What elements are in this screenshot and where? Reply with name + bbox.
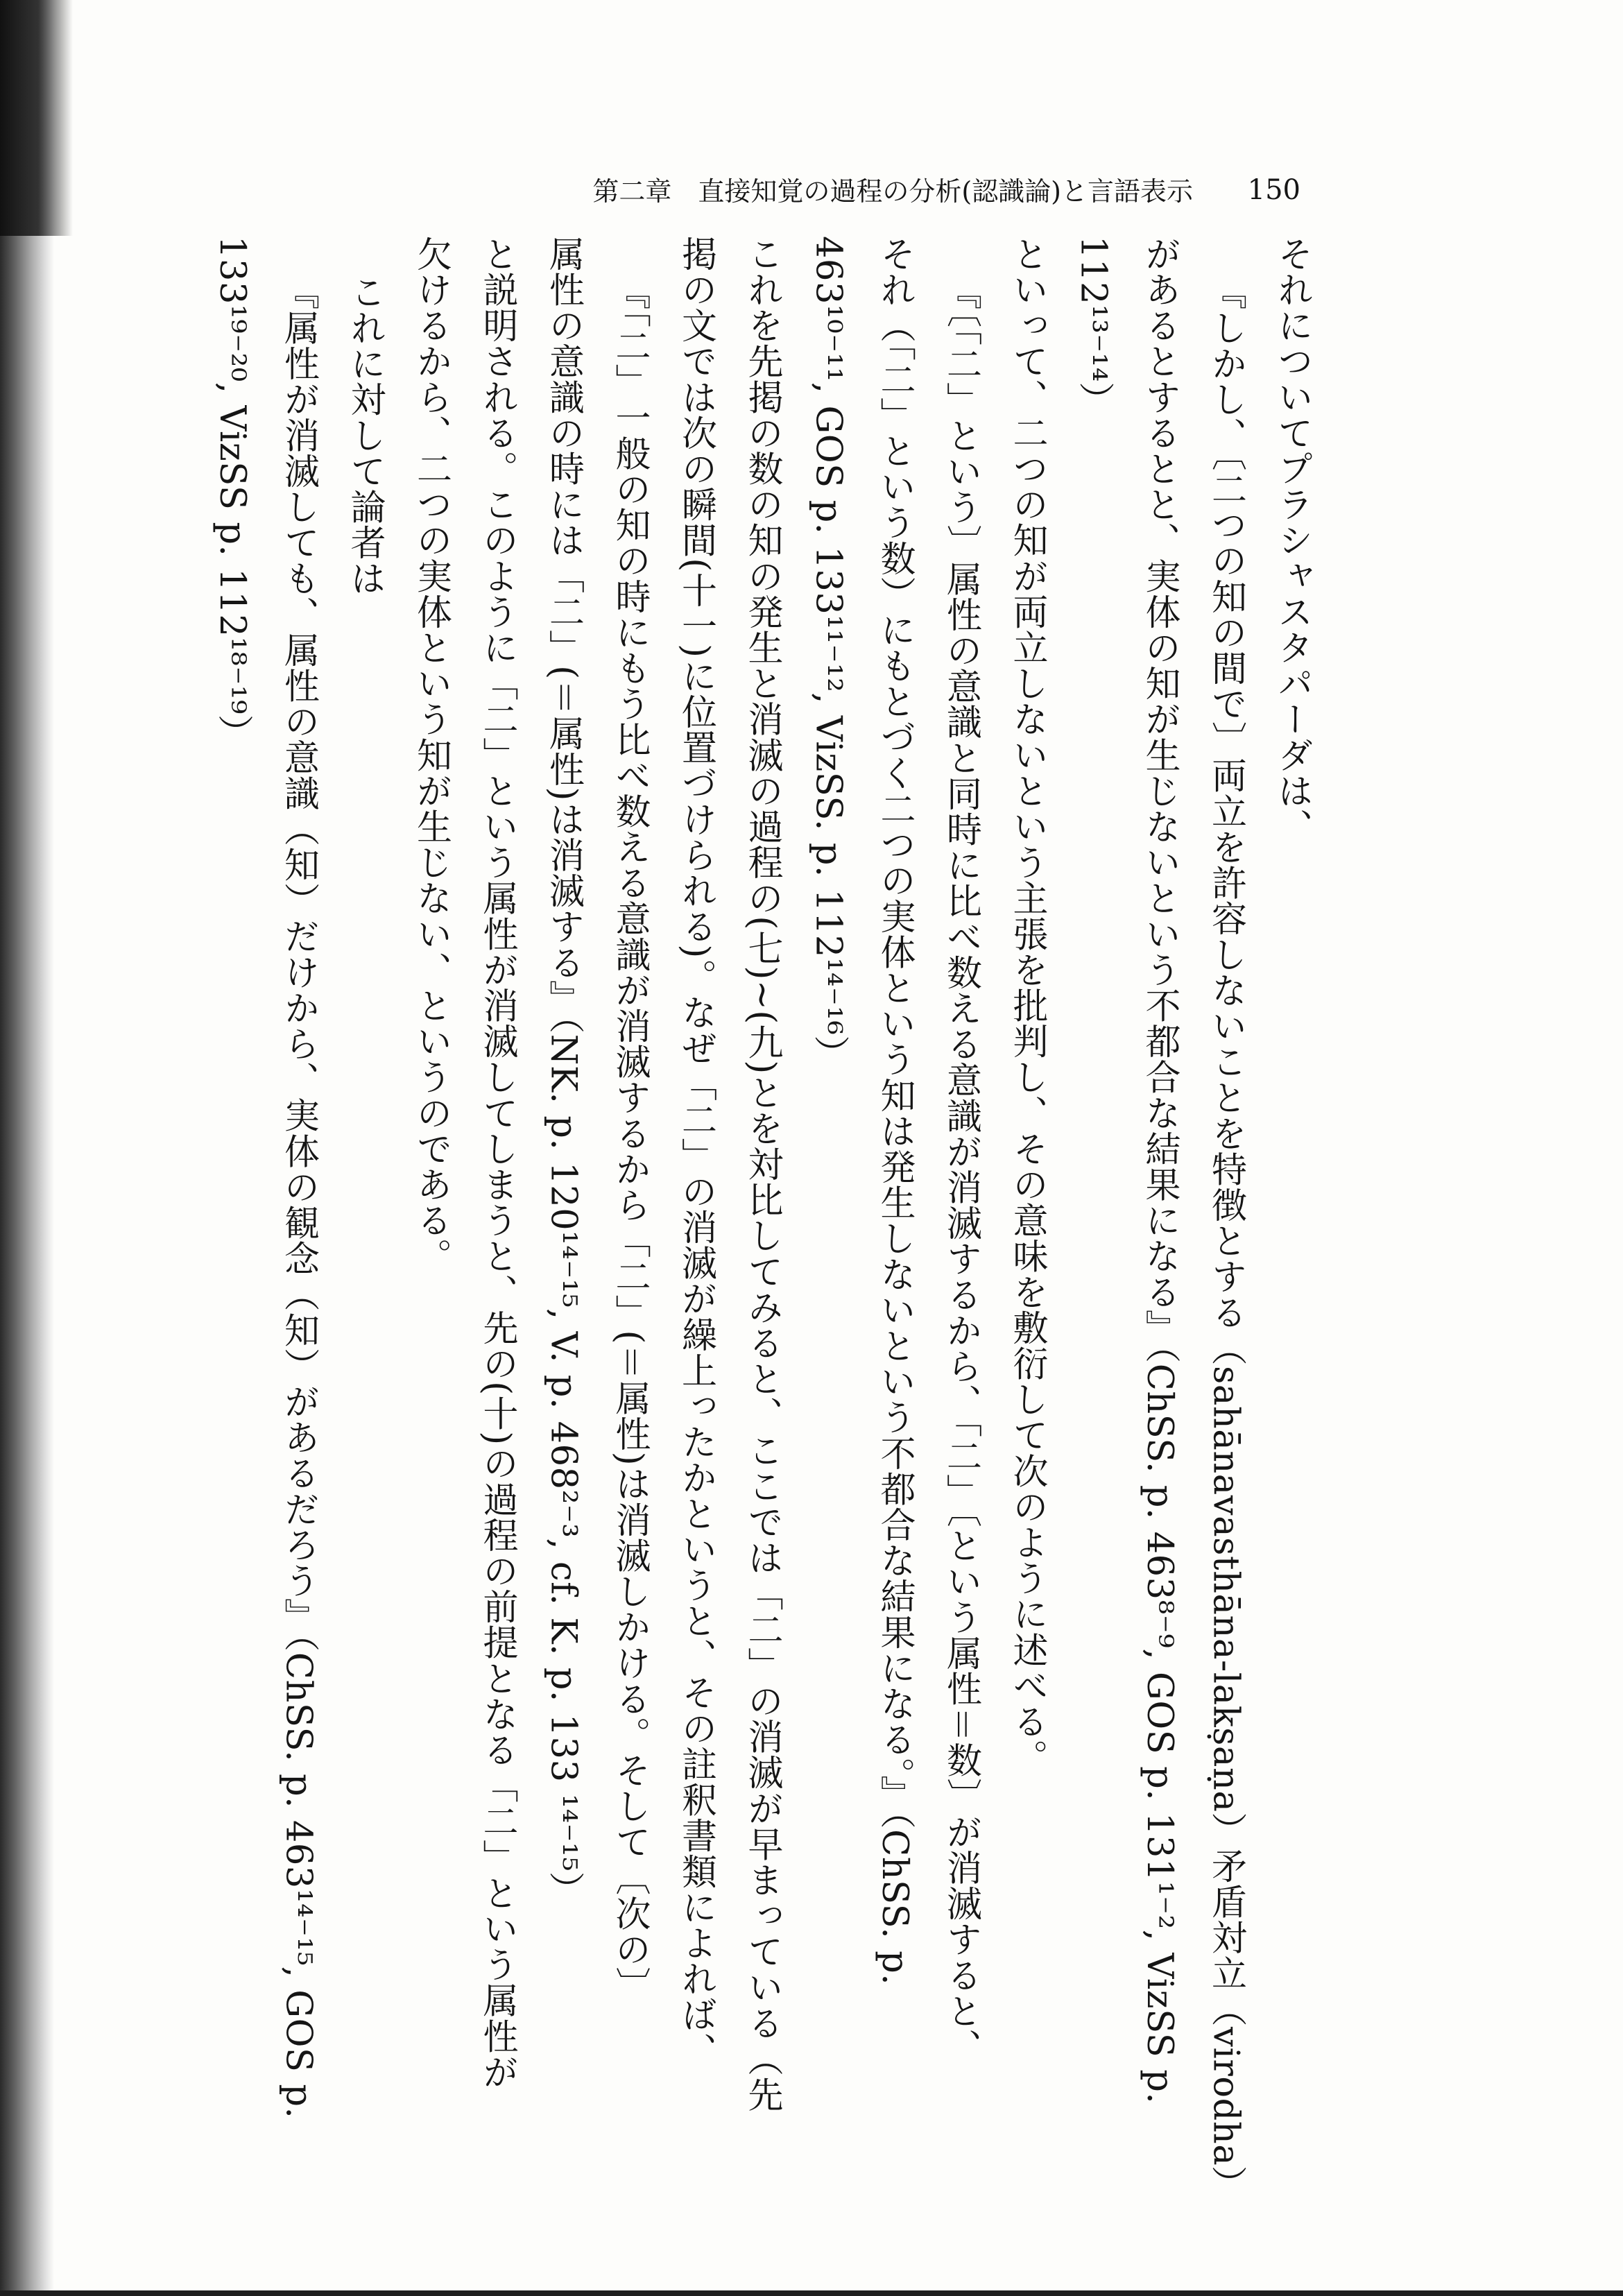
text-line: 『属性が消滅しても、属性の意識（知）だけから、実体の観念（知）があるだろう』（ChSS. p. 463¹⁴⁻¹⁵, GOS p. [277, 274, 319, 2119]
text-line: これを先掲の数の知の発生と消滅の過程の(七)~(九)とを対比してみると、ここでは「二」の消滅が早まっている（先 [741, 236, 782, 2113]
page-number: 150 [1247, 174, 1300, 206]
text-line: 463¹⁰⁻¹¹, GOS p. 133¹¹⁻¹², VizSS. p. 112¹⁴⁻¹⁶） [807, 236, 849, 1072]
text-line: と説明される。このように「二」という属性が消滅してしまうと、先の(十)の過程の前提となる「二」という属性が [476, 236, 517, 2090]
text-line: それについてプラシャスタパーダは、 [1271, 236, 1312, 845]
text-line: それ（「二」という数）にもとづく二つの実体という知は発生しないという不都合な結果になる。』（ChSS. p. [874, 236, 915, 1986]
text-line: 『「二」一般の知の時にもう比べ数える意識が消滅するから「二」(＝属性)は消滅しかける。そして〔次の〕 [609, 274, 650, 2003]
book-spine-shadow [0, 0, 54, 2296]
text-line: これに対して論者は [344, 274, 385, 597]
vertical-body-text [212, 236, 1325, 2202]
page-bottom-edge [0, 2290, 1623, 2296]
text-line: があるとするとと、実体の知が生じないという不都合な結果になる』（ChSS. p. 463⁸⁻⁹, GOS p. 131¹⁻², VizSS p. [1139, 236, 1180, 2105]
text-line: 133¹⁹⁻²⁰, VizSS p. 112¹⁸⁻¹⁹） [212, 236, 252, 751]
text-line: 掲の文では次の瞬間(十一)に位置づけられる)。なぜ「二」の消滅が繰上ったかというと、その註釈書類によれば、 [675, 236, 716, 2068]
text-line: といって、二つの知が両立しないという主張を批判し、その意味を敷衍して次のように述べる。 [1006, 236, 1047, 1775]
book-spine-dark-corner [0, 0, 73, 236]
text-line: 属性の意識の時には「二」(＝属性)は消滅する』（NK. p. 120¹⁴⁻¹⁵, V. p. 468²⁻³, cf. K. p. 133 ¹⁴⁻¹⁵） [542, 236, 584, 1908]
text-line: 112¹³⁻¹⁴） [1072, 236, 1114, 418]
text-line: 『〔「二」という〕属性の意識と同時に比べ数える意識が消滅するから、「二」〔という属性＝数〕が消滅すると、 [940, 274, 981, 2065]
running-header-title: 第二章 直接知覚の過程の分析(認識論)と言語表示 [592, 176, 1193, 207]
text-line: 欠けるから、二つの実体という知が生じない、というのである。 [410, 236, 452, 1274]
text-line: 『しかし、〔二つの知の間で〕両立を許容しないことを特徴とする（sahānavasthāna-lakṣaṇa）矛盾対立（virodha） [1205, 274, 1246, 2202]
